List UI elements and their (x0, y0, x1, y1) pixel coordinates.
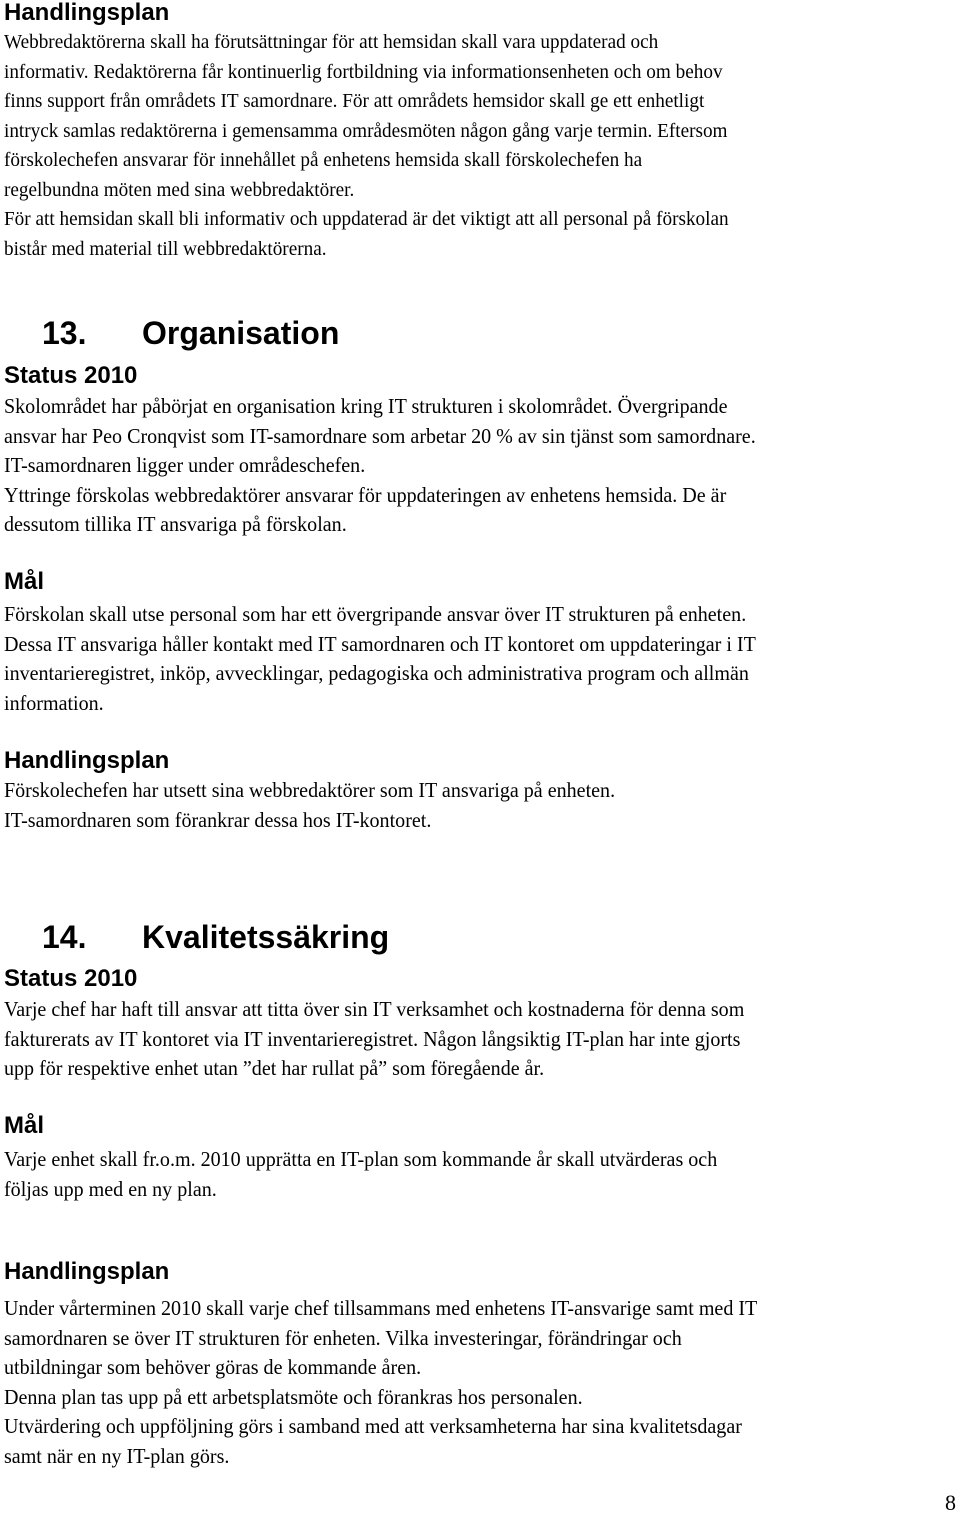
plan-heading: Handlingsplan (4, 747, 170, 774)
text-line: Dessa IT ansvariga håller kontakt med IT samordnaren och IT kontoret om uppdateringar i IT (4, 631, 756, 656)
text-line: Förskolechefen har utsett sina webbredaktörer som IT ansvariga på enheten. (4, 778, 616, 802)
paragraph-webbredaktorer (4, 28, 959, 264)
plan-paragraph (4, 1294, 959, 1471)
text-line: finns support från områdets IT samordnare. För att områdets hemsidor skall ge ett enhetligt (4, 90, 705, 112)
text-line: Denna plan tas upp på ett arbetsplatsmöte och förankras hos personalen. (4, 1384, 583, 1409)
status-heading: Status 2010 (4, 362, 138, 389)
text-line: samt när en ny IT-plan görs. (4, 1443, 230, 1468)
section-number: 14. (42, 919, 87, 955)
text-line: inventarieregistret, inköp, avvecklingar, pedagogiska och administrativa program och allmän (4, 661, 749, 685)
text-line: Varje enhet skall fr.o.m. 2010 upprätta en IT-plan som kommande år skall utvärderas och (4, 1147, 718, 1171)
text-line: bistår med material till webbredaktörerna. (4, 237, 327, 260)
text-line: fakturerats av IT kontoret via IT inventarieregistret. Någon långsiktig IT-plan har inte gjorts (4, 1026, 741, 1051)
section-13-heading (42, 314, 960, 352)
status-heading: Status 2010 (4, 965, 138, 992)
text-line: ansvar har Peo Cronqvist som IT-samordnare som arbetar 20 % av sin tjänst som samordnare. (4, 423, 756, 448)
text-line: förskolechefen ansvarar för innehållet på enhetens hemsida skall förskolechefen ha (4, 149, 643, 171)
section-title: Kvalitetssäkring (142, 919, 390, 955)
section-number: 13. (42, 315, 87, 351)
text-line: information. (4, 690, 104, 715)
goal-paragraph (4, 1145, 959, 1204)
text-line: Webbredaktörerna skall ha förutsättningar för att hemsidan skall vara uppdaterad och (4, 31, 659, 53)
goal-heading: Mål (4, 568, 45, 595)
text-line: följas upp med en ny plan. (4, 1176, 217, 1201)
text-line: samordnaren se över IT strukturen för enheten. Vilka investeringar, förändringar och (4, 1325, 682, 1350)
text-line: Yttringe förskolas webbredaktörer ansvarar för uppdateringen av enhetens hemsida. De är (4, 482, 727, 507)
goal-heading: Mål (4, 1112, 45, 1139)
text-line: IT-samordnaren ligger under områdeschefen. (4, 453, 366, 477)
plan-heading: Handlingsplan (4, 1258, 170, 1285)
text-line: Skolområdet har påbörjat en organisation kring IT strukturen i skolområdet. Övergripande (4, 394, 728, 418)
section-title: Organisation (142, 315, 340, 351)
text-line: regelbundna möten med sina webbredaktörer. (4, 178, 355, 201)
section-heading-handlingsplan: Handlingsplan (4, 0, 170, 26)
text-line: Utvärdering och uppföljning görs i samband med att verksamheterna har sina kvalitetsdagar (4, 1414, 742, 1438)
status-paragraph (4, 392, 959, 540)
text-line: Varje chef har haft till ansvar att titta över sin IT verksamhet och kostnaderna för denna som (4, 997, 745, 1021)
text-line: Förskolan skall utse personal som har ett övergripande ansvar över IT strukturen på enheten. (4, 602, 747, 626)
text-line: informativ. Redaktörerna får kontinuerlig fortbildning via informationsenheten och om behov (4, 60, 723, 83)
text-line: intryck samlas redaktörerna i gemensamma områdesmöten någon gång varje termin. Eftersom (4, 119, 728, 142)
status-paragraph (4, 995, 959, 1084)
text-line: Under vårterminen 2010 skall varje chef tillsammans med enhetens IT-ansvarige samt med IT (4, 1296, 758, 1320)
text-line: För att hemsidan skall bli informativ och uppdaterad är det viktigt att all personal på förskolan (4, 208, 729, 230)
text-line: dessutom tillika IT ansvariga på förskolan. (4, 512, 347, 536)
section-14-heading (42, 918, 960, 956)
text-line: upp för respektive enhet utan ”det har rullat på” som föregående år. (4, 1056, 545, 1080)
text-line: IT-samordnaren som förankrar dessa hos IT-kontoret. (4, 807, 432, 832)
goal-paragraph (4, 600, 959, 718)
page-number: 8 (945, 1490, 956, 1515)
plan-paragraph (4, 776, 959, 835)
text-line: utbildningar som behöver göras de kommande åren. (4, 1355, 422, 1379)
